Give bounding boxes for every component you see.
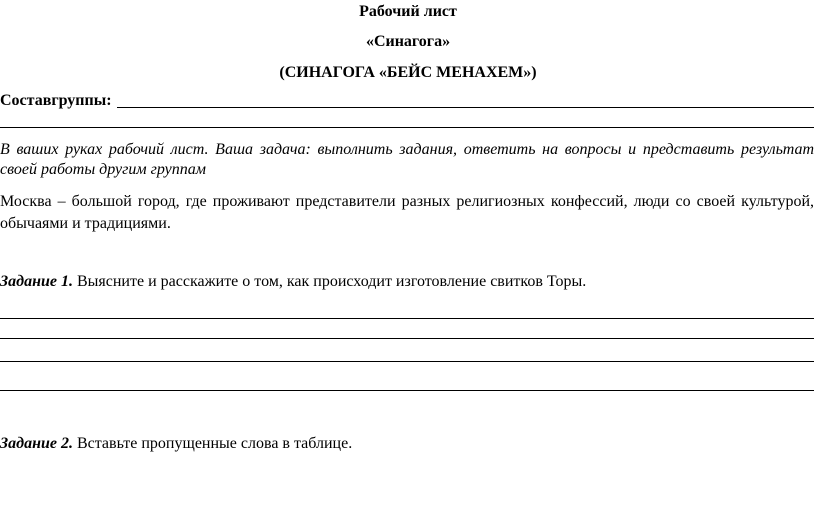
- intro-instructions: В ваших руках рабочий лист. Ваша задача: выполнить задания, ответить на вопросы и представить результат своей работы другим группам: [0, 141, 814, 178]
- group-composition-fill-line: [117, 107, 814, 108]
- task-2-label: Задание 2.: [0, 435, 73, 452]
- task-2: [0, 434, 814, 454]
- group-composition-row: [0, 91, 814, 111]
- worksheet-title: Рабочий лист: [359, 3, 457, 20]
- group-composition-label: Составгруппы:: [0, 92, 112, 109]
- answer-line: [0, 318, 814, 319]
- task-2-text: Вставьте пропущенные слова в таблице.: [72, 435, 353, 452]
- answer-line: [0, 361, 814, 362]
- task-1: [0, 272, 814, 292]
- intro-paragraph: Москва – большой город, где проживают представители разных религиозных конфессий, люди со своей культурой, обычаями и традициями.: [0, 193, 814, 232]
- answer-line: [0, 390, 814, 391]
- group-composition-fill-line-2: [0, 127, 814, 128]
- task-1-text: Выясните и расскажите о том, как происходит изготовление свитков Торы.: [72, 273, 587, 290]
- worksheet-heading: (СИНАГОГА «БЕЙС МЕНАХЕМ»): [279, 64, 537, 81]
- answer-line: [0, 338, 814, 339]
- task-1-label: Задание 1.: [0, 273, 73, 290]
- worksheet-subtitle: «Синагога»: [365, 33, 451, 50]
